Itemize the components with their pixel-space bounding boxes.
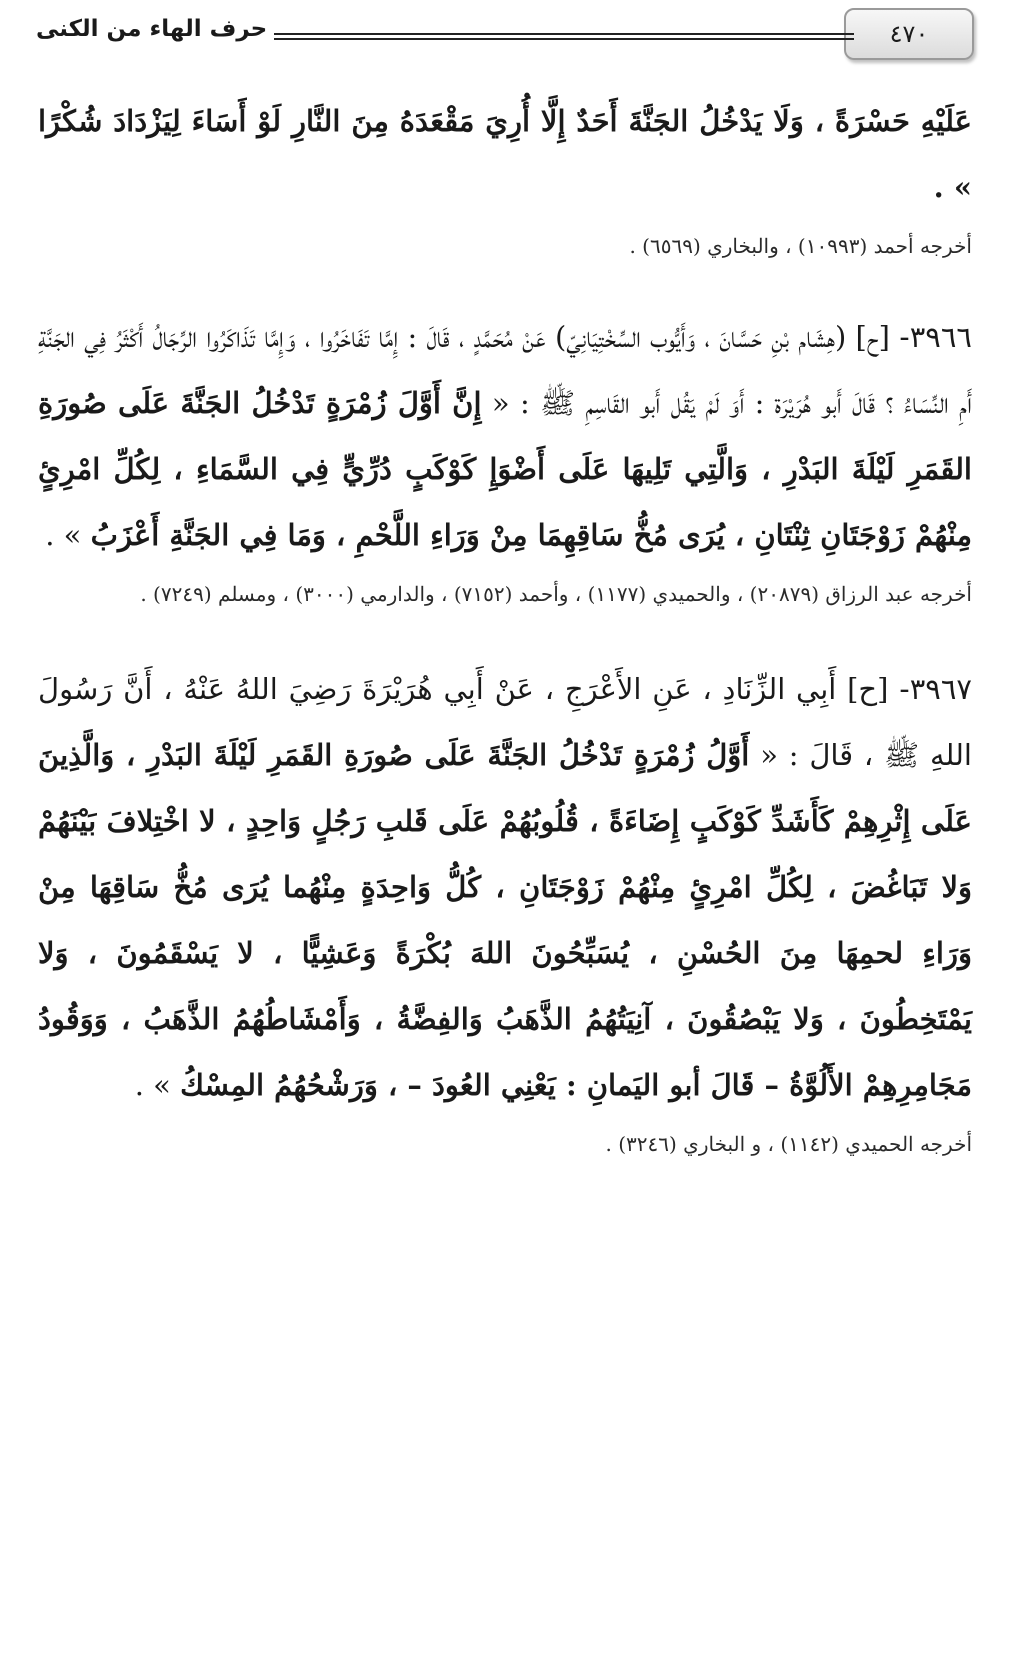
- hadith-closing: » .: [134, 1068, 171, 1102]
- running-title: حرف الهاء من الكنى: [36, 16, 268, 42]
- hadith-3967: [38, 656, 972, 1118]
- hadith-source: أخرجه أحمد (١٠٩٩٣) ، والبخاري (٦٥٦٩) .: [629, 234, 972, 258]
- page-number-badge: ٤٧٠: [844, 8, 974, 60]
- spacer: [38, 268, 972, 304]
- page-body: [38, 88, 972, 1166]
- hadith-matn: أَوَّلُ زُمْرَةٍ تَدْخُلُ الجَنَّةَ عَلَى صُورَةِ القَمَرِ لَيْلَةَ البَدْرِ ، وَالَّذِينَ عَلَى إِثْرِهِمْ كَأَشَدِّ كَوْكَبٍ إِضَاءَةً ، قُلُوبُهُمْ عَلَى قَلبِ رَجُلٍ وَاحِدٍ ، لا اخْتِلافَ بَيْنَهُمْ وَلا تَبَاغُضَ ، لِكُلِّ امْرِئٍ مِنْهُمْ زَوْجَتَانِ ، كُلُّ وَاحِدَةٍ مِنْهُما يُرَى مُخُّ سَاقِهَا مِنْ وَرَاءِ لحمِهَا مِنَ الحُسْنِ ، يُسَبِّحُونَ اللهَ بُكْرَةً وَعَشِيًّا ، لا يَسْقَمُونَ ، وَلا يَمْتَخِطُونَ ، وَلا يَبْصُقُونَ ، آنِيَتُهُمُ الذَّهَبُ وَالفِضَّةُ ، وَأَمْشَاطُهُمُ الذَّهَبُ ، وَوَقُودُ مَجَامِرِهِمْ الأَلُوَّةُ – قَالَ أبو اليَمانِ : يَعْنِي العُودَ – ، وَرَشْحُهُمُ المِسْكُ: [38, 738, 972, 1102]
- hadith-matn: إِنَّ أَوَّلَ زُمْرَةٍ تَدْخُلُ الجَنَّةَ عَلَى صُورَةِ القَمَرِ لَيْلَةَ البَدْرِ ، وَالَّتِي تَلِيهَا عَلَى أَضْوَإِ كَوْكَبٍ دُرِّيٍّ فِي السَّمَاءِ ، لِكُلِّ امْرِئٍ مِنْهُمْ زَوْجَتَانِ ثِنْتَانِ ، يُرَى مُخُّ سَاقِهِمَا مِنْ وَرَاءِ اللَّحْمِ ، وَمَا فِي الجَنَّةِ أَعْزَبُ: [38, 386, 972, 552]
- hadith-matn: عَلَيْهِ حَسْرَةً ، وَلَا يَدْخُلُ الجَنَّةَ أَحَدٌ إِلَّا أُرِيَ مَقْعَدَهُ مِنَ النَّارِ لَوْ أَسَاءَ لِيَزْدَادَ شُكْرًا » .: [38, 104, 972, 204]
- hadith-closing: » .: [45, 518, 82, 552]
- hadith-number: ٣٩٦٧-: [899, 672, 973, 706]
- hadith-source: أخرجه الحميدي (١١٤٢) ، و البخاري (٣٢٤٦) .: [605, 1132, 972, 1156]
- spacer: [38, 616, 972, 656]
- header-double-rule: [274, 33, 854, 40]
- hadith-source: أخرجه عبد الرزاق (٢٠٨٧٩) ، والحميدي (١١٧٧) ، وأحمد (٧١٥٢) ، والدارمي (٣٠٠٠) ، ومسلم (٧٢٤٩) .: [140, 582, 972, 606]
- hadith-narration: [ح] أَبِي الزِّنَادِ ، عَنِ الأَعْرَجِ ، عَنْ أَبِي هُرَيْرَةَ رَضِيَ اللهُ عَنْهُ ، أَنَّ رَسُولَ اللهِ ﷺ ، قَالَ : «: [38, 672, 972, 772]
- hadith-number: ٣٩٦٦-: [899, 320, 973, 354]
- hadith-continuation: [38, 88, 972, 220]
- hadith-3966: [38, 304, 972, 568]
- hadith-narration: [ح] (هِشَام بْنِ حَسَّانَ ، وَأَيُّوب السِّخْتِيَانِيّ) عَنْ مُحَمَّدٍ ، قَالَ : إِمَّا تَفَاخَرُوا ، وَإِمَّا تَذَاكَرُوا الرِّجَالُ أَكْثَرُ فِي الجَنَّةِ أَمِ النِّسَاءُ ؟ قَالَ أَبو هُرَيْرَة : أَوَ لَمْ يَقُل أَبو القَاسِمِ ﷺ : «: [38, 320, 973, 420]
- page-header: [36, 8, 974, 60]
